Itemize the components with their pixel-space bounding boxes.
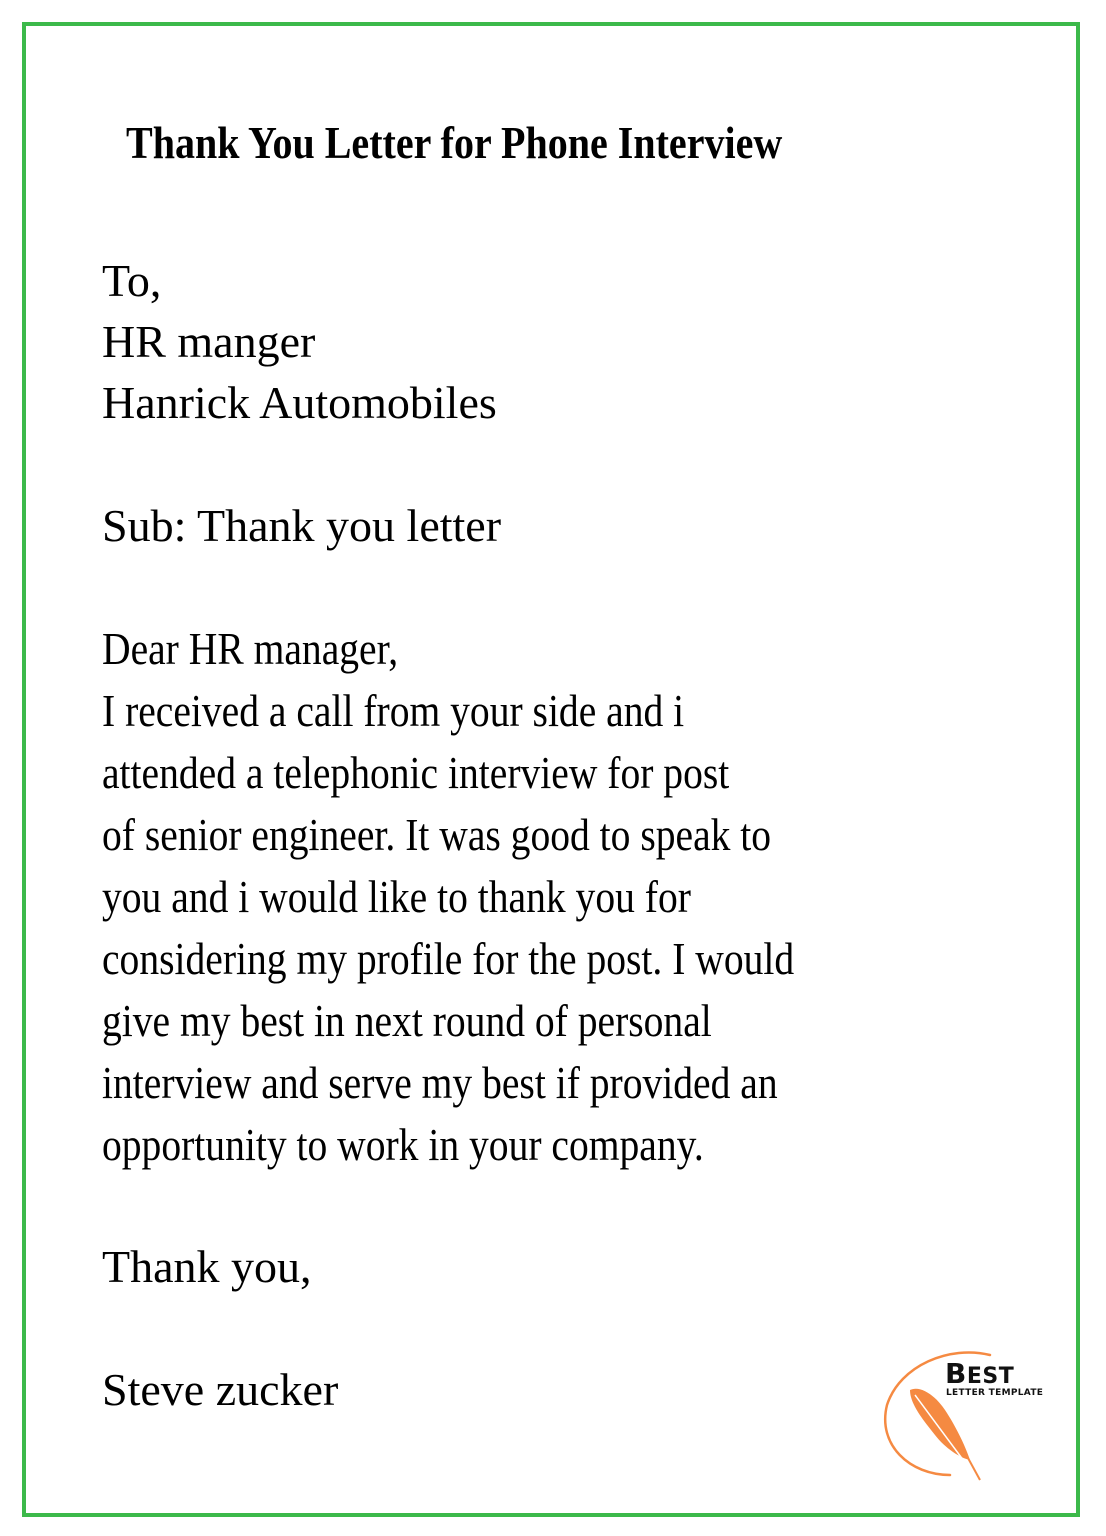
letter-greeting: Dear HR manager,	[102, 623, 399, 674]
body-line: opportunity to work in your company.	[102, 1119, 704, 1170]
logo-subtitle: LETTER TEMPLATE	[946, 1388, 1044, 1398]
body-line: give my best in next round of personal	[102, 995, 712, 1046]
body-line: you and i would like to thank you for	[102, 871, 691, 922]
body-line: I received a call from your side and i	[102, 685, 685, 736]
letter-closing: Thank you,	[102, 1241, 312, 1292]
letter-subject: Sub: Thank you letter	[102, 500, 502, 551]
letter-title: Thank You Letter for Phone Interview	[126, 117, 783, 168]
letter-signature: Steve zucker	[102, 1364, 339, 1415]
body-line: attended a telephonic interview for post	[102, 747, 730, 798]
body-line: considering my profile for the post. I would	[102, 933, 795, 984]
recipient-company: Hanrick Automobiles	[102, 377, 497, 428]
body-line: of senior engineer. It was good to speak to	[102, 809, 772, 860]
logo-title: BEST	[945, 1357, 1015, 1390]
recipient-to: To,	[102, 255, 162, 306]
recipient-role: HR manger	[102, 316, 316, 367]
body-line: interview and serve my best if provided an	[102, 1057, 778, 1108]
